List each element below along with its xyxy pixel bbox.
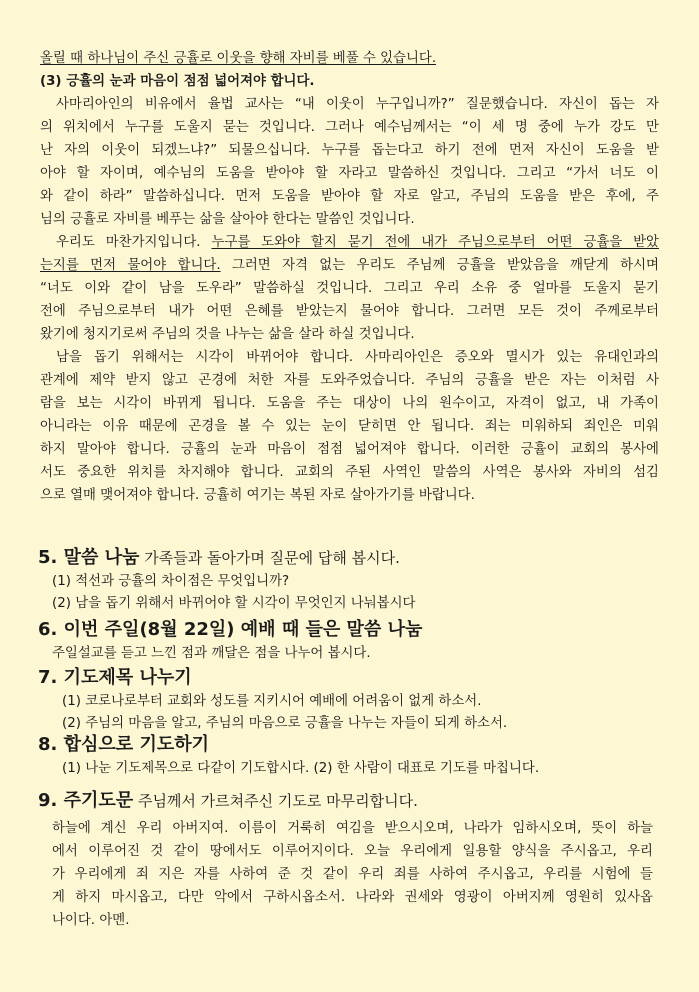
question-1: (1) 적선과 긍휼의 차이점은 무엇입니까? xyxy=(52,574,290,589)
prayer-topic-2: (2) 주님의 마음을 알고, 주님의 마음으로 긍휼을 나누는 자들이 되게 하소서. xyxy=(62,716,508,731)
para1-line: 난 자의 이웃이 되겠느냐?” 되물으십니다. 누구를 돕는다고 하기 전에 먼저 자신이 도움을 받 xyxy=(40,143,659,158)
continued-line xyxy=(0,47,699,70)
para3-line: 하지 말아야 합니다. 긍휼의 눈과 마음이 점점 넓어져야 합니다. 이러한 긍휼이 교회의 봉사에 xyxy=(40,442,659,457)
para3-line: 으로 열매 맺어져야 합니다. 긍휼히 여기는 복된 자로 살아가기를 바랍니다. xyxy=(40,488,475,503)
section5 xyxy=(0,545,699,615)
para1-line: 사마리아인의 비유에서 율법 교사는 “내 이웃이 누구입니까?” 질문했습니다. 자신이 돕는 자 xyxy=(56,97,659,112)
section5-heading xyxy=(0,545,699,571)
section6 xyxy=(0,617,699,665)
continued-underlined-text: 올릴 때 하나님이 주신 긍휼로 이웃을 향해 자비를 베풀 수 있습니다. xyxy=(40,51,437,66)
section9 xyxy=(0,788,699,932)
para2-line xyxy=(0,231,699,254)
para2-text: 그러면 자격 없는 우리도 주님께 긍휼을 받았음을 깨닫게 하시며 xyxy=(220,258,659,273)
para2-text: 우리도 마찬가지입니다. xyxy=(56,235,212,250)
question-2: (2) 남을 돕기 위해서 바뀌어야 할 시각이 무엇인지 나눠봅시다 xyxy=(52,596,416,611)
section8 xyxy=(0,732,699,780)
section6-text: 주일설교를 듣고 느낀 점과 깨달은 점을 나누어 봅시다. xyxy=(52,646,371,661)
prayer-topic-1: (1) 코로나로부터 교회와 성도를 지키시어 예배에 어려움이 없게 하소서. xyxy=(62,694,482,709)
lords-prayer-line: 하늘에 계신 우리 아버지여. 이름이 거룩히 여김을 받으시오며, 나라가 임하시오며, 뜻이 하늘 xyxy=(52,821,653,836)
section9-heading xyxy=(0,788,699,814)
section5-instruction: 가족들과 돌아가며 질문에 답해 봅시다. xyxy=(139,549,400,567)
subheading-3: (3) 긍휼의 눈과 마음이 점점 넓어져야 합니다. xyxy=(40,74,315,89)
section6-title: 6. 이번 주일(8월 22일) 예배 때 들은 말씀 나눔 xyxy=(38,619,423,640)
section7-title: 7. 기도제목 나누기 xyxy=(38,667,192,688)
section9-title: 9. 주기도문 xyxy=(38,790,134,811)
para2-line: “너도 이와 같이 남을 도우라” 말씀하실 것입니다. 그리고 우리 소유 중 얼마를 도울지 묻기 xyxy=(40,281,659,296)
section9-instruction: 주님께서 가르쳐주신 기도로 마무리합니다. xyxy=(133,792,418,810)
para2-line: 왔기에 청지기로써 주님의 것을 나누는 삶을 살라 하실 것입니다. xyxy=(40,327,415,342)
para1-line: 님의 긍휼로 자비를 베푸는 삶을 살아야 한다는 말씀인 것입니다. xyxy=(40,212,415,227)
para3-line: 남을 돕기 위해서는 시각이 바뀌어야 합니다. 사마리아인은 증오와 멸시가 있는 유대인과의 xyxy=(56,350,659,365)
section3 xyxy=(0,47,699,507)
para2-line: 전에 주님으로부터 내가 어떤 은혜를 받았는지 물어야 합니다. 그러면 모든 것이 주께로부터 xyxy=(40,304,659,319)
lords-prayer-line: 가 우리에게 죄 지은 자를 사하여 준 것 같이 우리 죄를 사하여 주시옵고, 우리를 시험에 들 xyxy=(52,867,653,882)
para3-line: 서도 중요한 위치를 차지해야 합니다. 교회의 주된 사역인 말씀의 사역은 봉사와 자비의 섬김 xyxy=(40,465,659,480)
section8-title: 8. 합심으로 기도하기 xyxy=(38,734,209,755)
para1-line: 의 위치에서 누구를 도울지 묻는 것입니다. 그러나 예수님께서는 “이 세 명 중에 누가 강도 만 xyxy=(40,120,659,135)
para2-line xyxy=(0,254,699,277)
section5-title: 5. 말씀 나눔 xyxy=(38,547,140,568)
section7-heading xyxy=(0,665,699,691)
para1-line: 와 같이 하라” 말씀하십니다. 먼저 도움을 받아야 할 자로 알고, 주님의 도움을 받은 후에, 주 xyxy=(40,189,659,204)
section8-heading xyxy=(0,732,699,758)
para3-line: 관계에 제약 받지 않고 곤경에 처한 자를 도와주었습니다. 주님의 긍휼을 받은 자는 이처럼 사 xyxy=(40,373,659,388)
para2-underlined-text: 누구를 도와야 할지 묻기 전에 내가 주님으로부터 어떤 긍휼을 받았 xyxy=(211,235,659,250)
section7 xyxy=(0,665,699,735)
para3-line: 아니라는 이유 때문에 곤경을 볼 수 있는 눈이 닫히면 안 됩니다. 죄는 미워하되 죄인은 미워 xyxy=(40,419,659,434)
para1-line: 아야 할 자이며, 예수님의 도움을 받아야 할 자라고 말씀하신 것입니다. 그리고 “가서 너도 이 xyxy=(40,166,659,181)
para2-underlined-text: 는지를 먼저 물어야 합니다. xyxy=(40,258,221,273)
lords-prayer-line: 게 하지 마시옵고, 다만 악에서 구하시옵소서. 나라와 권세와 영광이 아버지께 영원히 있사옵 xyxy=(52,890,653,905)
para3-line: 람을 보는 시각이 바뀌게 됩니다. 도움을 주는 대상이 나의 원수이고, 자격이 없고, 내 가족이 xyxy=(40,396,659,411)
section8-text: (1) 나눈 기도제목으로 다같이 기도합시다. (2) 한 사람이 대표로 기도를 마칩니다. xyxy=(62,761,540,776)
lords-prayer-line: 에서 이루어진 것 같이 땅에서도 이루어지이다. 오늘 우리에게 일용할 양식을 주시옵고, 우리 xyxy=(52,844,653,859)
lords-prayer-line: 나이다. 아멘. xyxy=(52,913,130,928)
section6-heading xyxy=(0,617,699,643)
